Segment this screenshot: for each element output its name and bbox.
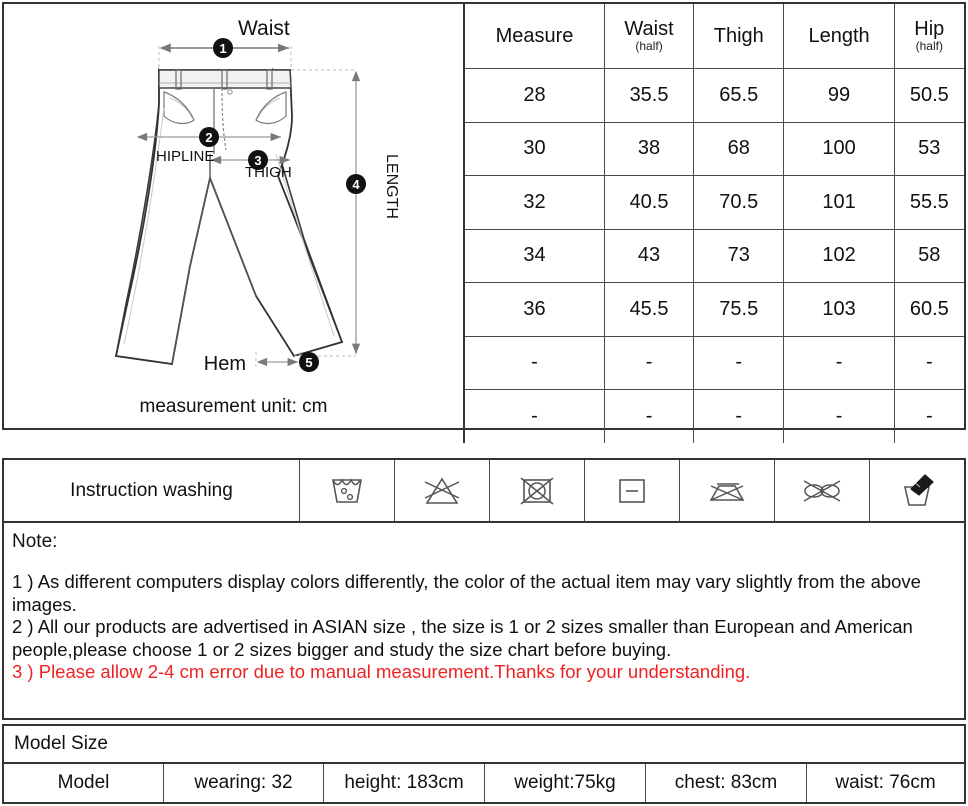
marker-1-label: 1	[219, 41, 227, 56]
cell-thigh: -	[694, 390, 784, 444]
size-chart-section	[2, 2, 966, 430]
pants-diagram-pane	[4, 4, 463, 428]
cell-hip: 58	[894, 229, 964, 283]
care-icon-cell-no-dry-clean	[775, 460, 870, 521]
marker-1	[213, 38, 233, 58]
cell-thigh: 65.5	[694, 69, 784, 123]
column-header-length	[784, 4, 894, 69]
column-header-waist	[605, 4, 694, 69]
care-icon-cell-iron-low	[585, 460, 680, 521]
machine-wash-icon	[325, 472, 369, 510]
model-cell-wearing: wearing: 32	[164, 764, 324, 802]
model-cell-chest: chest: 83cm	[646, 764, 807, 802]
cell-waist: -	[605, 336, 694, 390]
column-header-hip-sub: (half)	[915, 39, 943, 54]
cell-measure: 30	[464, 122, 605, 176]
pants-silhouette	[116, 70, 342, 364]
cell-hip: 60.5	[894, 283, 964, 337]
marker-3-label: 3	[254, 153, 262, 168]
care-and-notes-section	[2, 458, 966, 720]
cell-waist: 43	[605, 229, 694, 283]
column-header-hip	[894, 4, 964, 69]
note-line-3: 3 ) Please allow 2-4 cm error due to manual measurement.Thanks for your understanding.	[12, 661, 751, 683]
cell-thigh: 70.5	[694, 176, 784, 230]
cell-measure: 36	[464, 283, 605, 337]
table-row	[464, 122, 964, 176]
cell-length: 100	[784, 122, 894, 176]
do-not-wring-icon	[703, 472, 751, 510]
column-header-measure-main: Measure	[495, 24, 574, 47]
size-measurement-table	[463, 4, 964, 443]
hand-wash-brush-icon	[895, 471, 939, 511]
model-cell-waist: waist: 76cm	[835, 772, 936, 793]
cell-waist: 45.5	[605, 283, 694, 337]
cell-hip: 50.5	[894, 69, 964, 123]
model-size-section	[2, 724, 966, 804]
cell-thigh: 73	[694, 229, 784, 283]
measurement-unit-note: measurement unit: cm	[139, 396, 328, 417]
cell-measure: 34	[464, 229, 605, 283]
notes-block	[4, 523, 964, 684]
table-header-row	[464, 4, 964, 69]
cell-measure: -	[464, 336, 605, 390]
cell-waist: 35.5	[605, 69, 694, 123]
model-cell-label: Model	[4, 764, 164, 802]
table-row	[464, 390, 964, 444]
cell-hip: 55.5	[894, 176, 964, 230]
table-row	[464, 176, 964, 230]
care-icon-cell-no-tumble-dry	[490, 460, 585, 521]
care-icon-cell-no-bleach	[395, 460, 490, 521]
cell-measure: 28	[464, 69, 605, 123]
column-header-waist-main: Waist	[624, 18, 674, 41]
care-instruction-row	[4, 460, 964, 523]
marker-5	[299, 352, 319, 372]
cell-hip: -	[894, 390, 964, 444]
do-not-tumble-dry-icon	[516, 472, 558, 510]
column-header-waist-sub: (half)	[635, 39, 663, 54]
model-cell-weight: weight:75kg	[485, 764, 646, 802]
cell-length: 102	[784, 229, 894, 283]
cell-length: 101	[784, 176, 894, 230]
table-row	[464, 336, 964, 390]
model-size-title: Model Size	[4, 726, 964, 764]
care-icon-cell-hand-wash-brush	[870, 460, 964, 521]
column-header-thigh	[694, 4, 784, 69]
cell-length: -	[784, 390, 894, 444]
length-label: LENGTH	[383, 154, 400, 219]
cell-thigh: 75.5	[694, 283, 784, 337]
notes-heading: Note:	[12, 531, 58, 552]
column-header-thigh-main: Thigh	[713, 24, 764, 47]
cell-length: 103	[784, 283, 894, 337]
marker-2-label: 2	[205, 130, 213, 145]
cell-hip: 53	[894, 122, 964, 176]
column-header-length-main: Length	[808, 24, 870, 47]
marker-5-label: 5	[305, 355, 313, 370]
cell-thigh: -	[694, 336, 784, 390]
do-not-bleach-icon	[419, 472, 465, 510]
hem-label: Hem	[203, 353, 246, 375]
do-not-dry-clean-icon	[796, 472, 848, 510]
care-instruction-title: Instruction washing	[4, 460, 300, 521]
care-icon-cell-no-wring	[680, 460, 775, 521]
thigh-label: THIGH	[245, 164, 292, 181]
cell-hip: -	[894, 336, 964, 390]
table-row	[464, 229, 964, 283]
column-header-hip-main: Hip	[914, 18, 945, 41]
marker-4-label: 4	[352, 177, 360, 192]
marker-2	[199, 127, 219, 147]
cell-waist: -	[605, 390, 694, 444]
hipline-label: HIPLINE	[156, 148, 215, 165]
model-cell-height: height: 183cm	[324, 764, 485, 802]
model-size-row	[4, 764, 964, 802]
cell-length: -	[784, 336, 894, 390]
cell-measure: 32	[464, 176, 605, 230]
marker-4	[346, 174, 366, 194]
waist-label: Waist	[238, 17, 290, 40]
note-line-1: 1 ) As different computers display colors differently, the color of the actual item may vary slightly from the above images.	[12, 571, 921, 615]
cell-waist: 40.5	[605, 176, 694, 230]
cell-length: 99	[784, 69, 894, 123]
note-line-2: 2 ) All our products are advertised in ASIAN size , the size is 1 or 2 sizes smaller than European and American people,please choose 1 or 2 sizes bigger and study the size chart before buying.	[12, 616, 913, 660]
iron-low-heat-icon	[612, 472, 652, 510]
column-header-measure	[464, 4, 605, 69]
pants-measurement-diagram	[4, 4, 463, 428]
cell-waist: 38	[605, 122, 694, 176]
table-row	[464, 283, 964, 337]
waistband	[159, 70, 291, 88]
cell-thigh: 68	[694, 122, 784, 176]
care-icon-cell-machine-wash	[300, 460, 395, 521]
table-row	[464, 69, 964, 123]
cell-measure: -	[464, 390, 605, 444]
